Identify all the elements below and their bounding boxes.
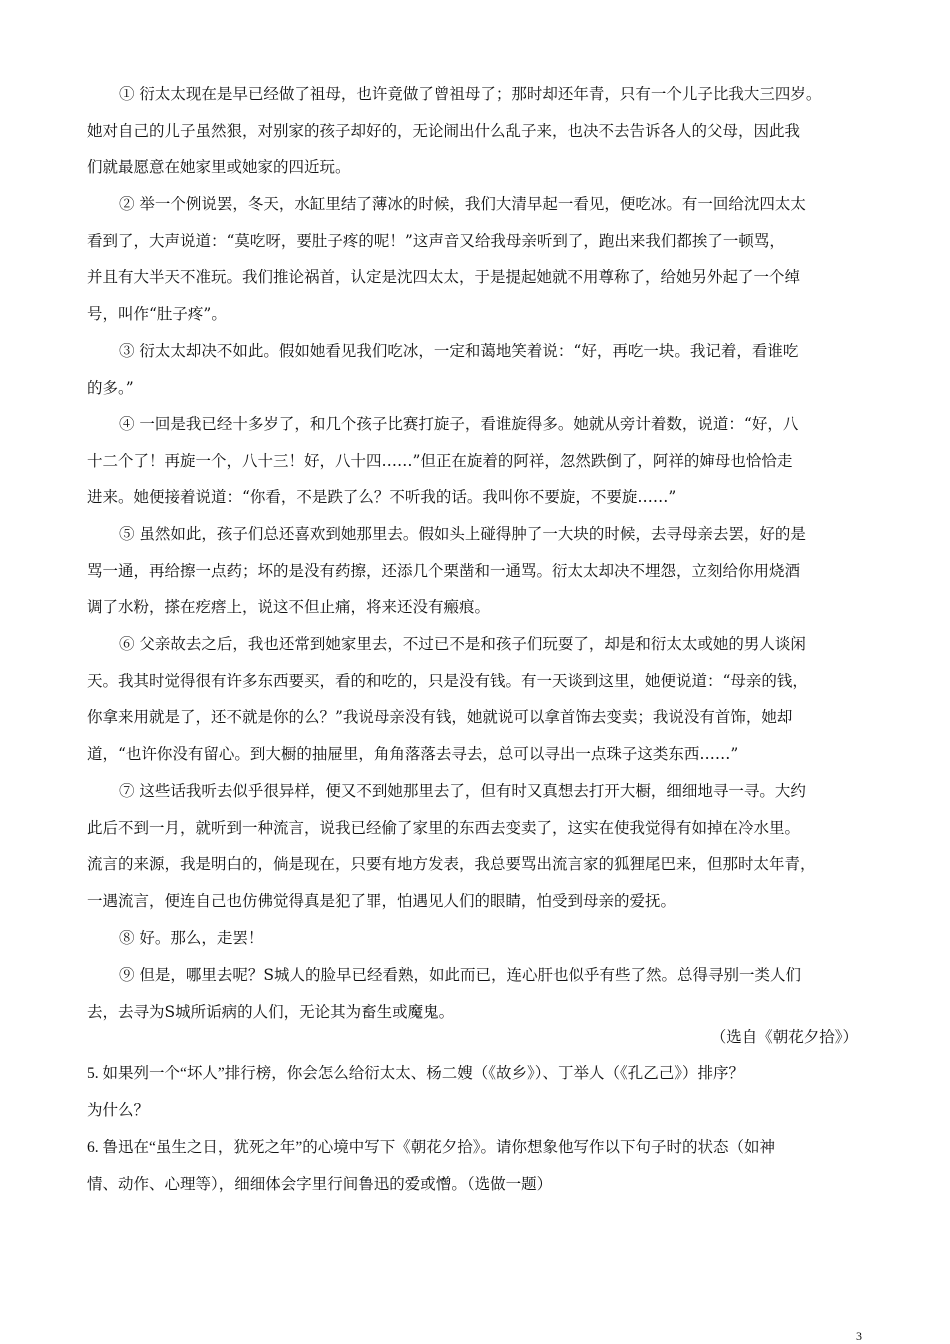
text-line: 天。我其时觉得很有许多东西要买，看的和吃的，只是没有钱。有一天谈到这里，她便说道：“母亲的钱，: [87, 671, 808, 690]
paragraph-8: [87, 920, 873, 957]
question-text: 情、动作、心理等），细细体会字里行间鲁迅的: [87, 1176, 405, 1193]
text-line: 调了水粉，搽在疙瘩上，说这不但止痛，将来还没有瘢痕。: [87, 598, 491, 617]
text-line: ① 衍太太现在是早已经做了祖母，也许竟做了曾祖母了；那时却还年青，只有一个儿子比我大三四岁。: [119, 85, 822, 103]
question-text: 。（选做一题）: [451, 1176, 553, 1193]
emphasis-dotted-text: [405, 1176, 452, 1193]
text-line: ⑨ 但是，哪里去呢？S城人的脸早已经看熟，如此而已，连心肝也似乎有些了然。总得寻别一类人们: [119, 966, 802, 984]
emphasis-char: 爱: [404, 1176, 421, 1193]
paragraph-4: [87, 406, 873, 516]
text-line: 去，去寻为S城所诟病的人们，无论其为畜生或魔鬼。: [87, 1002, 455, 1021]
text-line: 进来。她便接着说道：“你看，不是跌了么？不听我的话。我叫你不要旋，不要旋……”: [87, 488, 677, 507]
text-line: 一遇流言，便连自己也仿佛觉得真是犯了罪，怕遇见人们的眼睛，怕受到母亲的爱抚。: [87, 892, 677, 911]
text-line: 她对自己的儿子虽然狠，对别家的孩子却好的，无论闹出什么乱子来，也决不去告诉各人的父母，因此我: [87, 121, 801, 140]
text-line: 骂一通，再给擦一点药；坏的是没有药擦，还添几个栗凿和一通骂。衍太太却决不埋怨，立刻给你用烧酒: [87, 561, 801, 580]
paragraph-2: [87, 186, 873, 333]
question-line: [87, 1166, 873, 1203]
text-line: ③ 衍太太却决不如此。假如她看见我们吃冰，一定和蔼地笑着说：“好，再吃一块。我记着，看谁吃: [119, 342, 799, 360]
paragraph-1: [87, 76, 873, 186]
question-line: 为什么？: [87, 1102, 150, 1119]
text-line: 号，叫作“肚子疼”。: [87, 305, 227, 324]
text-line: 并且有大半天不准玩。我们推论祸首，认定是沈四太太，于是提起她就不用尊称了，给她另外起了一个绰: [87, 268, 801, 287]
source-citation: （选自《朝花夕拾》）: [710, 1028, 858, 1046]
paragraph-9: [87, 957, 873, 1030]
paragraph-3: [87, 333, 873, 406]
text-line: ② 举一个例说罢，冬天，水缸里结了薄冰的时候，我们大清早起一看见，便吃冰。有一回给沈四太太: [119, 195, 806, 213]
emphasis-char: 憎: [435, 1176, 452, 1193]
question-6: [87, 1129, 873, 1203]
text-line: ⑥ 父亲故去之后，我也还常到她家里去，不过已不是和孩子们玩耍了，却是和衍太太或她的男人谈闲: [119, 635, 806, 653]
question-line: 5. 如果列一个“坏人”排行榜，你会怎么给衍太太、杨二嫂（《故乡》）、丁举人（《孔乙己》）排序？: [87, 1065, 745, 1082]
paragraph-7: [87, 773, 873, 920]
page-number: 3: [856, 1329, 862, 1343]
text-line: 道，“也许你没有留心。到大橱的抽屉里，角角落落去寻去，总可以寻出一点珠子这类东西……”: [87, 745, 739, 764]
text-line: 看到了，大声说道：“莫吃呀，要肚子疼的呢！”这声音又给我母亲听到了，跑出来我们都挨了一顿骂，: [87, 231, 785, 250]
question-line: 6. 鲁迅在“虽生之日，犹死之年”的心境中写下《朝花夕拾》。请你想象他写作以下句子时的状态（如神: [87, 1139, 776, 1156]
text-line: ⑦ 这些话我听去似乎很异样，便又不到她那里去了，但有时又真想去打开大橱，细细地寻一寻。大约: [119, 782, 806, 800]
paragraph-6: [87, 626, 873, 773]
text-line: 们就最愿意在她家里或她家的四近玩。: [87, 158, 351, 177]
text-line: ⑧ 好。那么，走罢！: [119, 929, 264, 947]
question-5: [87, 1055, 873, 1129]
emphasis-char: 或: [420, 1176, 436, 1193]
paragraph-5: [87, 516, 873, 626]
text-line: 流言的来源，我是明白的，倘是现在，只要有地方发表，我总要骂出流言家的狐狸尾巴来，但那时太年青，: [87, 855, 816, 874]
text-line: 你拿来用就是了，还不就是你的么？”我说母亲没有钱，她就说可以拿首饰去变卖；我说没有首饰，她却: [87, 708, 793, 727]
text-line: 此后不到一月，就听到一种流言，说我已经偷了家里的东西去变卖了，这实在使我觉得有如掉在冷水里。: [87, 818, 801, 837]
text-line: ④ 一回是我已经十多岁了，和几个孩子比赛打旋子，看谁旋得多。她就从旁计着数，说道：“好，八: [119, 415, 799, 433]
text-line: 的多。”: [87, 378, 134, 397]
text-line: ⑤ 虽然如此，孩子们总还喜欢到她那里去。假如头上碰得肿了一大块的时候，去寻母亲去罢，好的是: [119, 525, 806, 543]
text-line: 十二个了！再旋一个，八十三！好，八十四……”但正在旋着的阿祥，忽然跌倒了，阿祥的婶母也恰恰走: [87, 451, 793, 470]
